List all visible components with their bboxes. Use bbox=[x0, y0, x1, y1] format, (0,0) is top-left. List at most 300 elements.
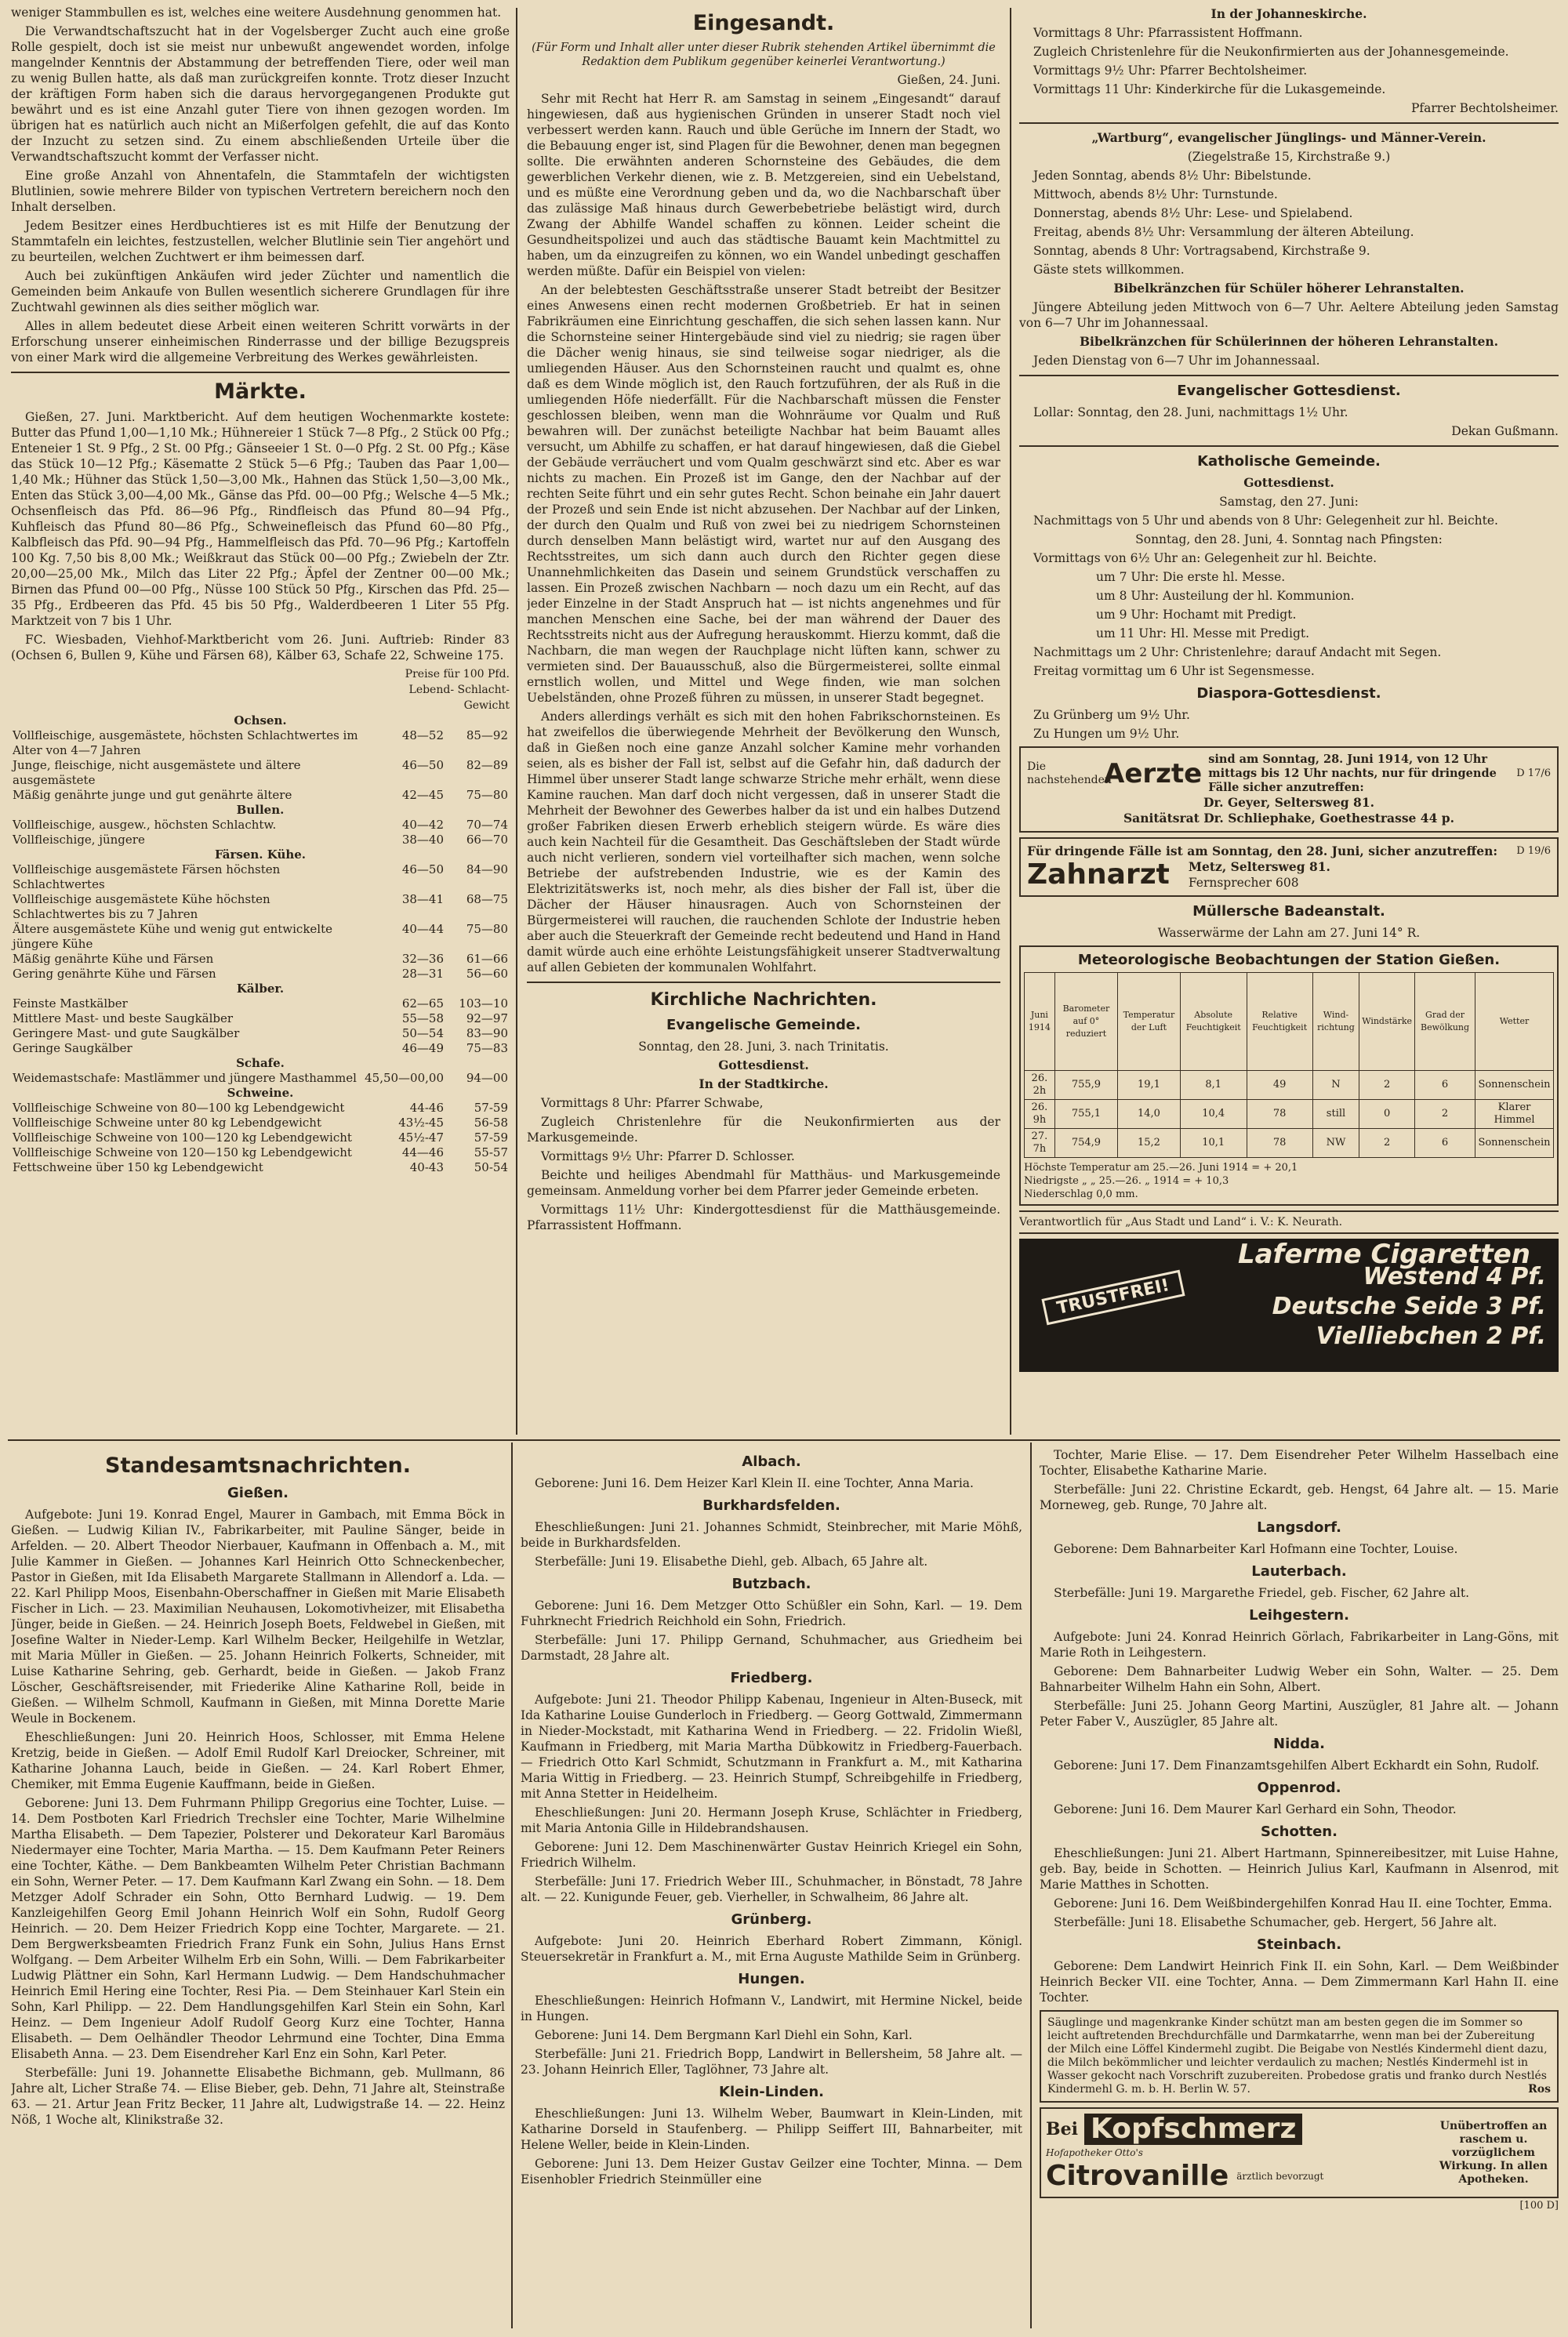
weather-cell: Sonnenschein bbox=[1475, 1129, 1553, 1158]
church-line: Vormittags 11½ Uhr: Kindergottesdienst für die Matthäusgemeinde. Pfarrassistent Hoffmann. bbox=[527, 1203, 1000, 1232]
article-paragraph: An der belebtesten Geschäftsstraße unserer Stadt betreibt der Besitzer eines Anwesens einen recht modernen Großbetrieb. Er hat in seinen Fabrikräumen eine Einrichtung geschaffen, die sich sehen lassen kann. Nur die Schornsteine seiner Hintergebäude sind viel zu niedrig; sie ragen über die Dächer wenig hinaus, sie sind teilweise sogar niedriger, als die umliegenden Häuser. Aus den Schornsteinen raucht und qualmt es, ohne daß es dem Winde möglich ist, den Rauch fortzuführen, der als Ruß in die umliegenden Höfe niederfällt. Für die Nachbarschaft müssen die Fenster geschlossen bleiben, wenn man die Wohnräume vor Qualm und Ruß bewahren will. Der zunächst beteiligte Nachbar hat beim Bauamt alles versucht, um Abhilfe zu schaffen, er hat darauf hingewiesen, daß die Giebel der Gebäude verräuchert und vom Qualm geschwärzt sind etc. Aber es war nichts zu machen. Ein Prozeß ist im Gange, den der Nachbar auf der rechten Seite führt und ein sehr gutes Recht. Schon beinahe ein Jahr dauert der Prozeß und sein Ende ist nicht abzusehen. Der Nachbar auf der Linken, der durch den Qualm und Ruß von zwei bei zu niedrigem Schornsteinen durch denselben Mann belästigt wird, wartet nur auf den Ausgang des Rechtsstreites, um sich dann auch durch den Richter gegen diese Unannehmlichkeiten das Dasein und seinem Grundstück verschaffen zu lassen. Ein Prozeß zwischen Nachbarn — noch dazu um ein Recht, auf das jeder Einzelne in der Stadt Anspruch hat — ist nichts angenehmes und für manchen Menschen eine Sache, bei der man während der Dauer des Rechtsstreits nicht aus der Aufregung herauskommt. Hierzu kommt, daß die Nachbarn, die man wegen der Rauchplage nicht lüften kann, schwer zu vermieten sind. Der Bauausschuß, also die Bürgermeisterei, sollte einmal ernstlich wollen, und Mittel und Wege finden, wie man solchen Uebelständen, ohne Prozeß führen zu müssen, in unserer Stadt begegnet. bbox=[527, 283, 1000, 705]
weather-max: Höchste Temperatur am 25.—26. Juni 1914 = + 20,1 bbox=[1024, 1162, 1298, 1174]
church-line: Vormittags 8 Uhr: Pfarrassistent Hoffmann. bbox=[1033, 26, 1303, 40]
registry-paragraph: Aufgebote: Juni 21. Theodor Philipp Kabenau, Ingenieur in Alten-Buseck, mit Ida Katharine Louise Gunderloch in Friedberg. — Georg Gottwald, Zimmermann in Nieder-Mockstadt, mit Katharina Wend in Friedberg. — 22. Fridolin Wießl, Kaufmann in Friedberg, mit Maria Martha Dübkowitz in Friedberg-Fauerbach. — Friedrich Otto Karl Schmidt, Schutzmann in Frankfurt a. M., mit Katharina Maria Wittig in Friedberg. — 23. Heinrich Stumpf, Schreibgehilfe in Friedberg, mit Anna Stetter in Heidelheim. bbox=[521, 1693, 1022, 1801]
aerzte-text: sind am Sonntag, 28. Juni 1914, von 12 Uhr mittags bis 12 Uhr nachts, nur für dringende Fälle sicher anzutreffen: bbox=[1208, 753, 1497, 794]
catholic-line: um 11 Uhr: Hl. Messe mit Predigt. bbox=[1096, 626, 1310, 640]
price-live-weight: 32—36 bbox=[401, 952, 444, 966]
weather-cell: 14,0 bbox=[1118, 1100, 1181, 1129]
article-paragraph: Auch bei zukünftigen Ankäufen wird jeder Züchter und namentlich die Gemeinden beim Ankaufe von Bullen wesentlich sicherere Grundlagen für ihre Zuchtwahl gewinnen als dies seither möglich war. bbox=[11, 269, 510, 314]
registry-paragraph: Sterbefälle: Juni 17. Friedrich Weber III., Schuhmacher, in Bönstadt, 78 Jahre alt. — 22. Kunigunde Feuer, geb. Vierheller, in Schwalheim, 86 Jahre alt. bbox=[521, 1874, 1022, 1904]
market-report: Gießen, 27. Juni. Marktbericht. Auf dem heutigen Wochenmarkte kostete: Butter das Pfund 1,00—1,10 Mk.; Hühnereier 1 Stück 7—8 Pfg., 2 Stück 00 Pfg.; Enteneier 1 St. 9 Pfg., 2 St. 00 Pfg.; Gänseeier 1 St. 0—0 Pfg. 2 St. 00 Pfg.; Käse das Stück 10—12 Pfg.; Käsematte 2 Stück 5—6 Pfg.; Tauben das Paar 1,00—1,40 Mk.; Hühner das Stück 1,50—3,00 Mk., Hahnen das Stück 1,50—3,00 Mk., Enten das Stück 3,00—4,00 Mk., Gänse das Pfd. 00—00 Pfg.; Welsche 4—5 Mk.; Ochsenfleisch das Pfd. 86—96 Pfg., Rindfleisch das Pfund 80—94 Pfg., Kuhfleisch das Pfund 80—86 Pfg., Schweinefleisch das Pfund 60—80 Pfg., Kalbfleisch das Pfd. 90—94 Pfg., Hammelfleisch das Pfd. 70—96 Pfg.; Kartoffeln 100 Kg. 7,50 bis 8,00 Mk.; Weißkraut das Stück 00—00 Pfg.; Zwiebeln der Ztr. 20,00—25,00 Mk., Milch das Liter 22 Pfg.; Äpfel der Zentner 00—00 Mk.; Birnen das Pfund 00—00 Pfg., Nüsse 100 Stück 50 Pfg., Kirschen das Pfd. 25—35 Pfg., Erdbeeren das Pfd. 45 bis 50 Pfg., Walderdbeeren 1 Liter 55 Pfg. Marktzeit von 7 bis 1 Uhr. bbox=[11, 410, 510, 628]
zahnarzt-code: D 19/6 bbox=[1516, 845, 1551, 857]
price-row bbox=[11, 892, 510, 922]
town-heading: Steinbach. bbox=[1256, 1936, 1342, 1953]
bibel-line: Jeden Dienstag von 6—7 Uhr im Johannessaal. bbox=[1033, 354, 1320, 368]
price-category-label: Kälber. bbox=[236, 982, 285, 996]
wartburg-line: Jeden Sonntag, abends 8½ Uhr: Bibelstunde. bbox=[1033, 169, 1312, 183]
price-slaughter-weight: 85—92 bbox=[466, 728, 508, 742]
kopf-bei: Bei bbox=[1046, 2119, 1078, 2139]
weather-cell: 78 bbox=[1247, 1129, 1312, 1158]
weather-footer bbox=[1024, 1161, 1554, 1201]
price-row bbox=[11, 1145, 510, 1160]
column-divider bbox=[516, 8, 517, 1435]
bath-heading: Müllersche Badeanstalt. bbox=[1192, 903, 1385, 920]
registry-paragraph: Geborene: Juni 16. Dem Heizer Karl Klein II. eine Tochter, Anna Maria. bbox=[535, 1476, 974, 1490]
weather-cell: 6 bbox=[1415, 1071, 1475, 1100]
weather-cell: 49 bbox=[1247, 1071, 1312, 1100]
price-label: Vollfleischige, jüngere bbox=[13, 833, 145, 847]
church-subheading: Evangelische Gemeinde. bbox=[666, 1017, 861, 1033]
weather-cell: 8,1 bbox=[1180, 1071, 1247, 1100]
price-live-weight: 45,50—00,00 bbox=[365, 1071, 444, 1085]
price-live-weight: 43½-45 bbox=[398, 1116, 444, 1130]
price-label: Gering genährte Kühe und Färsen bbox=[13, 967, 216, 981]
price-label: Vollfleischige Schweine unter 80 kg Lebendgewicht bbox=[13, 1116, 321, 1130]
price-live-weight: 42—45 bbox=[401, 788, 444, 802]
price-label: Mäßig genährte Kühe und Färsen bbox=[13, 952, 214, 966]
weather-column-header: Windstärke bbox=[1359, 973, 1415, 1071]
registry-paragraph: Eheschließungen: Juni 20. Heinrich Hoos, Schlosser, mit Emma Helene Kretzig, beide in Gießen. — Adolf Emil Rudolf Karl Dreiocker, Schreiner, mit Katharine Johanna Lauch, beide in Gießen. — 24. Karl Robert Ehmer, Chemiker, mit Emma Eugenie Kauffmann, beide in Gießen. bbox=[11, 1730, 505, 1791]
wartburg-line: Sonntag, abends 8 Uhr: Vortragsabend, Kirchstraße 9. bbox=[1033, 244, 1370, 258]
price-slaughter-weight: 50-54 bbox=[474, 1160, 508, 1174]
catholic-heading: Katholische Gemeinde. bbox=[1197, 453, 1381, 470]
price-category-label: Ochsen. bbox=[234, 713, 287, 728]
aerzte-intro: Die nachstehenden bbox=[1027, 760, 1112, 786]
registry-paragraph: Sterbefälle: Juni 17. Philipp Gernand, Schuhmacher, aus Griedheim bei Darmstadt, 28 Jahre alt. bbox=[521, 1633, 1022, 1663]
price-header-left: Preise für 100 Pfd. bbox=[405, 668, 510, 680]
registry-paragraph: Aufgebote: Juni 20. Heinrich Eberhard Robert Zimmann, Königl. Steuersekretär in Frankfurt a. M., mit Erna Auguste Mathilde Seim in Grünberg. bbox=[521, 1934, 1022, 1964]
registry-paragraph: Sterbefälle: Juni 19. Margarethe Friedel, geb. Fischer, 62 Jahre alt. bbox=[1054, 1586, 1470, 1600]
price-slaughter-weight: 75—80 bbox=[466, 788, 508, 802]
town-heading: Schotten. bbox=[1261, 1824, 1338, 1840]
town-heading: Burkhardsfelden. bbox=[702, 1497, 840, 1514]
town-heading: Oppenrod. bbox=[1257, 1780, 1341, 1796]
aerzte-title: Aerzte bbox=[1104, 758, 1203, 789]
zahnarzt-intro: Für dringende Fälle ist am Sonntag, den 28. Juni, sicher anzutreffen: bbox=[1027, 844, 1498, 858]
weather-header-row bbox=[1025, 973, 1554, 1071]
aerzte-name: Dr. Geyer, Seltersweg 81. bbox=[1203, 795, 1375, 810]
town-heading: Butzbach. bbox=[731, 1576, 811, 1592]
registry-paragraph: Sterbefälle: Juni 19. Johannette Elisabethe Bichmann, geb. Mullmann, 86 Jahre alt, Licher Straße 74. — Elise Bieber, geb. Dehn, 71 Jahre alt, Steinstraße 63. — 21. Artur Jean Fritz Becker, 11 Jahre alt, Ludwigstraße 14. — 22. Heinz Nöß, 1 Woche alt, Klinikstraße 32. bbox=[11, 2066, 505, 2127]
lollar-line: Lollar: Sonntag, den 28. Juni, nachmittags 1½ Uhr. bbox=[1033, 405, 1348, 419]
price-label: Vollfleischige, ausgemästete, höchsten Schlachtwertes im Alter von 4—7 Jahren bbox=[13, 728, 358, 757]
catholic-line: Sonntag, den 28. Juni, 4. Sonntag nach Pfingsten: bbox=[1135, 532, 1443, 546]
bibel-line: Jüngere Abteilung jeden Mittwoch von 6—7 Uhr. Aeltere Abteilung jeden Samstag von 6—7 Uhr im Johannessaal. bbox=[1019, 300, 1559, 330]
catholic-line: Freitag vormittag um 6 Uhr ist Segensmesse. bbox=[1033, 664, 1315, 678]
registry-paragraph: Aufgebote: Juni 24. Konrad Heinrich Görlach, Fabrikarbeiter in Lang-Göns, mit Marie Roth in Leihgestern. bbox=[1040, 1630, 1559, 1660]
church-line: Zugleich Christenlehre für die Neukonfirmierten aus der Markusgemeinde. bbox=[527, 1115, 1000, 1145]
price-slaughter-weight: 103—10 bbox=[459, 996, 508, 1011]
price-category bbox=[11, 847, 510, 862]
civil-registry-heading: Standesamtsnachrichten. bbox=[105, 1453, 411, 1478]
price-live-weight: 50—54 bbox=[401, 1026, 444, 1040]
markets-heading: Märkte. bbox=[214, 379, 307, 404]
registry-paragraph: Geborene: Juni 13. Dem Fuhrmann Philipp Gregorius eine Tochter, Luise. — 14. Dem Postboten Karl Friedrich Trechsler eine Tochter, Marie Wilhelmine Martha Elisabeth. — Dem Tapezier, Polsterer und Dekorateur Karl Baromäus Niedermayer eine Tochter, Maria Martha. — 15. Dem Kaufmann Peter Reiners eine Tochter, Käthe. — Dem Bankbeamten Wilhelm Peter Christian Bachmann ein Sohn, Werner Peter. — 17. Dem Kaufmann Karl Zwang ein Sohn. — 18. Dem Metzger Adolf Schrader ein Sohn, Otto Bernhard Ludwig. — 19. Dem Kanzleigehilfen Georg Emil Johann Heinrich Wolf ein Sohn, Rudolf Georg Heinrich. — 20. Dem Heizer Friedrich Kopp eine Tochter, Margarete. — 21. Dem Bergwerksbeamten Friedrich Franz Funk ein Sohn, Julius Hans Ernst Wolfgang. — Dem Arbeiter Wilhelm Erb ein Sohn, Willi. — Dem Fabrikarbeiter Ludwig Plättner ein Sohn, Karl Hermann Ludwig. — Dem Handschuhmacher Heinrich Emil Hering eine Tochter, Resi Pia. — Dem Steinhauer Karl Stein ein Sohn, Karl Philipp. — 22. Dem Handlungsgehilfen Karl Stein ein Sohn, Karl Heinz. — Dem Ingenieur Adolf Rudolf Georg Kurz eine Tochter, Hanna Elisabeth. — Dem Oelhändler Theodor Lehrmund eine Tochter, Dina Emma Elisabeth Anna. — 23. Dem Eisendreher Karl Enz ein Sohn, Karl Peter. bbox=[11, 1796, 505, 2061]
price-category bbox=[11, 713, 510, 728]
weather-box bbox=[1019, 945, 1559, 1206]
wartburg-heading: „Wartburg“, evangelischer Jünglings- und Männer-Verein. bbox=[1091, 130, 1486, 145]
civil-registry-left bbox=[11, 1447, 505, 2330]
price-slaughter-weight: 92—97 bbox=[466, 1011, 508, 1025]
weather-column-header: Temperatur der Luft bbox=[1118, 973, 1181, 1071]
diaspora-line: Zu Hungen um 9½ Uhr. bbox=[1033, 727, 1180, 741]
price-row bbox=[11, 967, 510, 982]
price-table bbox=[11, 713, 510, 1175]
price-header-right: Lebend- Schlacht- bbox=[408, 684, 510, 696]
bibel-line: Bibelkränzchen für Schülerinnen der höheren Lehranstalten. bbox=[1079, 334, 1499, 349]
weather-cell: 2 bbox=[1415, 1100, 1475, 1129]
editorial-note: (Für Form und Inhalt aller unter dieser Rubrik stehenden Artikel übernimmt die Redaktion dem Publikum gegenüber keinerlei Verantwortung.) bbox=[532, 42, 996, 68]
church-line: Vormittags 9½ Uhr: Pfarrer Bechtolsheimer. bbox=[1033, 64, 1308, 78]
town-heading: Friedberg. bbox=[730, 1670, 813, 1686]
price-slaughter-weight: 66—70 bbox=[466, 833, 508, 847]
registry-paragraph: Sterbefälle: Juni 18. Elisabethe Schumacher, geb. Hergert, 56 Jahre alt. bbox=[1054, 1915, 1497, 1929]
nestle-ad bbox=[1040, 2010, 1559, 2103]
laferme-brand: Laferme Cigaretten bbox=[1237, 1239, 1530, 1270]
livestock-report: FC. Wiesbaden, Viehhof-Marktbericht vom 26. Juni. Auftrieb: Rinder 83 (Ochsen 6, Bullen 9, Kühe und Färsen 68), Kälber 63, Schafe 22, Schweine 175. bbox=[11, 633, 510, 662]
bath-line: Wasserwärme der Lahn am 27. Juni 14° R. bbox=[1157, 926, 1421, 940]
price-category bbox=[11, 982, 510, 996]
section-divider bbox=[8, 1439, 1560, 1441]
diaspora-line: Zu Grünberg um 9½ Uhr. bbox=[1033, 708, 1190, 722]
price-slaughter-weight: 56-58 bbox=[474, 1116, 508, 1130]
weather-cell: 26. 2h bbox=[1025, 1071, 1055, 1100]
weather-cell: 15,2 bbox=[1118, 1129, 1181, 1158]
price-live-weight: 38—40 bbox=[401, 833, 444, 847]
price-row bbox=[11, 728, 510, 758]
church-news-heading: Kirchliche Nachrichten. bbox=[650, 990, 877, 1010]
divider bbox=[1019, 445, 1559, 447]
price-label: Mittlere Mast- und beste Saugkälber bbox=[13, 1011, 234, 1025]
price-row bbox=[11, 862, 510, 892]
kopf-code: [100 D] bbox=[1519, 2200, 1559, 2212]
wartburg-address: (Ziegelstraße 15, Kirchstraße 9.) bbox=[1187, 150, 1391, 164]
registry-paragraph: Sterbefälle: Juni 19. Elisabethe Diehl, geb. Albach, 65 Jahre alt. bbox=[535, 1555, 928, 1569]
price-slaughter-weight: 75—83 bbox=[466, 1041, 508, 1055]
registry-paragraph: Geborene: Juni 16. Dem Maurer Karl Gerhard ein Sohn, Theodor. bbox=[1054, 1802, 1457, 1816]
article-paragraph: weniger Stammbullen es ist, welches eine weitere Ausdehnung genommen hat. bbox=[11, 5, 502, 20]
price-live-weight: 28—31 bbox=[401, 967, 444, 981]
article-paragraph: Alles in allem bedeutet diese Arbeit einen weiteren Schritt vorwärts in der Erforschung unserer einheimischen Rinderrasse und der billige Bezugspreis von einer Mark wird die allgemeine Verbreitung des Werkes gewährleisten. bbox=[11, 319, 510, 365]
price-live-weight: 44-46 bbox=[409, 1101, 444, 1115]
catholic-line: Nachmittags um 2 Uhr: Christenlehre; darauf Andacht mit Segen. bbox=[1033, 645, 1442, 659]
responsible-line: Verantwortlich für „Aus Stadt und Land“ i. V.: K. Neurath. bbox=[1019, 1210, 1559, 1234]
weather-cell: 10,1 bbox=[1180, 1129, 1247, 1158]
registry-paragraph: Geborene: Dem Landwirt Heinrich Fink II. ein Sohn, Karl. — Dem Weißbinder Heinrich Becker VII. eine Tochter, Anna. — Dem Zimmermann Karl Hahn II. eine Tochter. bbox=[1040, 1959, 1559, 2005]
weather-cell: 755,1 bbox=[1054, 1100, 1117, 1129]
registry-paragraph: Tochter, Marie Elise. — 17. Dem Eisendreher Peter Wilhelm Hasselbach eine Tochter, Elisabethe Katharine Marie. bbox=[1040, 1448, 1559, 1478]
laferme-line: Vielliebchen 2 Pf. bbox=[1316, 1323, 1546, 1350]
weather-column-header: Barometer auf 0° reduziert bbox=[1054, 973, 1117, 1071]
weather-cell: 754,9 bbox=[1054, 1129, 1117, 1158]
registry-paragraph: Geborene: Juni 13. Dem Heizer Gustav Geilzer eine Tochter, Minna. — Dem Eisenhobler Friedrich Steinmüller eine bbox=[521, 2157, 1022, 2186]
registry-paragraph: Aufgebote: Juni 19. Konrad Engel, Maurer in Gambach, mit Emma Böck in Gießen. — Ludwig Kilian IV., Fabrikarbeiter, mit Pauline Sänger, beide in Arfelden. — 20. Albert Theodor Nierbauer, Kaufmann in Offenbach a. M., mit Julie Kammer in Gießen. — Johannes Karl Heinrich Otto Schneckenbecher, Pastor in Gießen, mit Ida Elisabeth Margarete Stallmann in Allendorf a. Lda. — 22. Karl Philipp Moos, Eisenbahn-Oberschaffner in Gießen mit Marie Elisabeth Fischer in Lich. — 23. Maximilian Neuhausen, Lokomotivheizer, mit Elisabetha Jünger, beide in Gießen. — 24. Heinrich Joseph Boets, Feldwebel in Gießen, mit Josefine Walter in Nieder-Lemp. Karl Wilhelm Becker, Heilgehilfe in Wetzlar, mit Maria Müller in Gießen. — 25. Johann Heinrich Folkerts, Schneider, mit Luise Katharine Sehring, geb. Gerhardt, beide in Gießen. — Jakob Franz Löscher, Geschäftsreisender, mit Friederike Aline Katharine Roll, beide in Gießen. — Wilhelm Schmoll, Kaufmann in Gießen, mit Minna Dorette Marie Weule in Bockenem. bbox=[11, 1508, 505, 1726]
catholic-line: Samstag, den 27. Juni: bbox=[1219, 495, 1359, 509]
church-line: Beichte und heiliges Abendmahl für Matthäus- und Markusgemeinde gemeinsam. Anmeldung vorher bei dem Pfarrer jeder Gemeinde erbeten. bbox=[527, 1168, 1000, 1198]
price-row bbox=[11, 952, 510, 967]
registry-paragraph: Sterbefälle: Juni 22. Christine Eckardt, geb. Hengst, 64 Jahre alt. — 15. Marie Morneweg, geb. Runge, 70 Jahre alt. bbox=[1040, 1482, 1559, 1512]
church-date: Sonntag, den 28. Juni, 3. nach Trinitatis. bbox=[638, 1040, 889, 1054]
price-row bbox=[11, 922, 510, 952]
church-line: Pfarrer Bechtolsheimer. bbox=[1410, 101, 1559, 115]
price-row bbox=[11, 1026, 510, 1041]
price-slaughter-weight: 70—74 bbox=[466, 818, 508, 832]
town-heading: Klein-Linden. bbox=[719, 2084, 824, 2100]
registry-paragraph: Geborene: Juni 16. Dem Weißbindergehilfen Konrad Hau II. eine Tochter, Emma. bbox=[1054, 1896, 1552, 1911]
price-live-weight: 45½-47 bbox=[398, 1130, 444, 1145]
church-line: Vormittags 9½ Uhr: Pfarrer D. Schlosser. bbox=[541, 1149, 795, 1163]
weather-cell: still bbox=[1312, 1100, 1359, 1129]
weather-cell: 10,4 bbox=[1180, 1100, 1247, 1129]
weather-rain: Niederschlag 0,0 mm. bbox=[1024, 1188, 1138, 1200]
diaspora-heading: Diaspora-Gottesdienst. bbox=[1196, 685, 1381, 702]
weather-row bbox=[1025, 1100, 1554, 1129]
catholic-line: um 7 Uhr: Die erste hl. Messe. bbox=[1096, 570, 1286, 584]
weather-cell: 2 bbox=[1359, 1129, 1415, 1158]
aerzte-code: D 17/6 bbox=[1516, 768, 1551, 779]
article-paragraph: Sehr mit Recht hat Herr R. am Samstag in seinem „Eingesandt“ darauf hingewiesen, daß aus hygienischen Gründen in unserer Stadt noch viel verbessert werden kann. Rauch und üble Gerüche im Innern der Stadt, wo die Bebauung enger ist, sind Plagen für die Bewohner, denen man begegnen sollte. Die erwähnten anderen Schornsteine des Gebäudes, die dem gewerblichen Verkehr dienen, wie z. B. Metzgereien, sind ein Uebelstand, und es müßte eine Verordnung geben und da, wo die Nachbarschaft über das zulässige Maß hinaus durch Gewerbebetriebe belästigt wird, durch Zwang der Abhilfe Wandel schaffen zu können. Leider scheint die Gesundheitspolizei und auch das städtische Bauamt kein Machtmittel zu haben, um da einzugreifen zu können, wo ein Wandel unbedingt geschaffen werden müßte. Dafür ein Beispiel von vielen: bbox=[527, 92, 1000, 278]
weather-row bbox=[1025, 1071, 1554, 1100]
weather-column-header: Wetter bbox=[1475, 973, 1553, 1071]
kopf-maker: Hofapotheker Otto's bbox=[1046, 2147, 1143, 2158]
weather-cell: 26. 9h bbox=[1025, 1100, 1055, 1129]
wartburg-line: Donnerstag, abends 8½ Uhr: Lese- und Spielabend. bbox=[1033, 206, 1353, 220]
weather-cell: Sonnenschein bbox=[1475, 1071, 1553, 1100]
price-header bbox=[11, 666, 510, 713]
article-paragraph: Anders allerdings verhält es sich mit den hohen Fabrikschornsteinen. Es hat zweifellos die überwiegende Mehrheit der Bevölkerung den Wunsch, daß in Gießen noch eine ganze Anzahl solcher Kamine mehr vorhanden seien, als es bisher der Fall ist, selbst auf die Gefahr hin, daß dadurch der Himmel über unserer Stadt lange schwarze Striche mehr erhält, wenn diese Kamine rauchen. Man darf doch nicht vergessen, daß in unserer Stadt die Mehrheit der Bewohner des Gewerbes halber da ist und ein halbes Dutzend großer Fabriken diesen Erwerb erheblich steigern würde. Es wäre dies auch kein Nachteil für die Gesamtheit. Das Geschäftsleben der Stadt würde auch nicht verlieren, sondern viel vorteilhafter sich machen, wenn solche Betriebe der aufstrebenden Industrie, wie es der Kamin des Elektrizitätswerks ist, noch mehr, als dies bisher der Fall ist, über die Dächer der Häuser hinausragen. Auch von Schornsteinen der Bürgermeisterei will rauchen, die rauchenden Schlote der Industrie heben aber auch die Steuerkraft der Gemeinde recht bedeutend und Hand in Hand damit würde auch eine erhöhte Leistungsfähigkeit unserer Stadtverwaltung auf allen Gebieten der kommunalen Wohlfahrt. bbox=[527, 709, 1000, 974]
price-live-weight: 62—65 bbox=[401, 996, 444, 1011]
laferme-stamp: TRUSTFREI! bbox=[1041, 1270, 1185, 1326]
weather-cell: 2 bbox=[1359, 1071, 1415, 1100]
nestle-code: Ros bbox=[1528, 2083, 1551, 2096]
registry-paragraph: Eheschließungen: Juni 21. Albert Hartmann, Spinnereibesitzer, mit Luise Hahne, geb. Bay, beide in Schotten. — Heinrich Julius Karl, Kaufmann in Alsenrod, mit Marie Matthes in Schotten. bbox=[1040, 1846, 1559, 1892]
catholic-line: Nachmittags von 5 Uhr und abends von 8 Uhr: Gelegenheit zur hl. Beichte. bbox=[1033, 513, 1498, 528]
town-heading: Gießen. bbox=[227, 1485, 289, 1501]
price-row bbox=[11, 1011, 510, 1026]
article-paragraph: Jedem Besitzer eines Herdbuchtieres ist es mit Hilfe der Benutzung der Stammtafeln ein leichtes, festzustellen, welcher Blutlinie sein Tier angehört und zu beurteilen, welchen Zuchtwert er ihm beimessen darf. bbox=[11, 219, 510, 264]
kopf-approved: ärztlich bevorzugt bbox=[1236, 2171, 1324, 2182]
column-right bbox=[1019, 5, 1559, 1436]
price-label: Vollfleischige Schweine von 100—120 kg Lebendgewicht bbox=[13, 1130, 352, 1145]
kopf-right: Unübertroffen an raschem u. vorzüglichem Wirkung. In allen Apotheken. bbox=[1439, 2119, 1548, 2186]
registry-paragraph: Geborene: Juni 17. Dem Finanzamtsgehilfen Albert Eckhardt ein Sohn, Rudolf. bbox=[1054, 1758, 1540, 1773]
kopf-brand: Citrovanille bbox=[1046, 2160, 1229, 2192]
laferme-ad bbox=[1019, 1239, 1559, 1372]
price-slaughter-weight: 56—60 bbox=[466, 967, 508, 981]
registry-paragraph: Geborene: Dem Bahnarbeiter Karl Hofmann eine Tochter, Louise. bbox=[1054, 1542, 1458, 1556]
price-category bbox=[11, 803, 510, 818]
weather-cell: 27. 7h bbox=[1025, 1129, 1055, 1158]
catholic-line: um 8 Uhr: Austeilung der hl. Kommunion. bbox=[1096, 589, 1355, 603]
church-line: Zugleich Christenlehre für die Neukonfirmierten aus der Johannesgemeinde. bbox=[1033, 45, 1509, 59]
price-live-weight: 44—46 bbox=[401, 1145, 444, 1159]
price-row bbox=[11, 818, 510, 833]
price-slaughter-weight: 84—90 bbox=[466, 862, 508, 876]
price-category-label: Färsen. Kühe. bbox=[214, 847, 307, 862]
price-live-weight: 55—58 bbox=[401, 1011, 444, 1025]
price-live-weight: 40—44 bbox=[401, 922, 444, 936]
lollar-sign: Dekan Gußmann. bbox=[1451, 424, 1559, 438]
weather-cell: 0 bbox=[1359, 1100, 1415, 1129]
weather-column-header: Juni 1914 bbox=[1025, 973, 1055, 1071]
weather-min: Niedrigste „ „ 25.—26. „ 1914 = + 10,3 bbox=[1024, 1175, 1229, 1187]
town-heading: Grünberg. bbox=[731, 1911, 812, 1928]
price-slaughter-weight: 75—80 bbox=[466, 922, 508, 936]
weather-cell: 78 bbox=[1247, 1100, 1312, 1129]
town-heading: Nidda. bbox=[1273, 1736, 1325, 1752]
price-label: Feinste Mastkälber bbox=[13, 996, 128, 1011]
price-slaughter-weight: 94—00 bbox=[466, 1071, 508, 1085]
town-heading: Leihgestern. bbox=[1249, 1607, 1349, 1624]
weather-column-header: Wind-richtung bbox=[1312, 973, 1359, 1071]
church-line: Vormittags 11 Uhr: Kinderkirche für die Lukasgemeinde. bbox=[1033, 82, 1386, 96]
catholic-line: Vormittags von 6½ Uhr an: Gelegenheit zur hl. Beichte. bbox=[1033, 551, 1377, 565]
aerzte-name: Sanitätsrat Dr. Schliephake, Goethestrasse 44 p. bbox=[1123, 811, 1455, 826]
price-label: Vollfleischige ausgemästete Färsen höchsten Schlachtwertes bbox=[13, 862, 281, 891]
citrovanille-ad bbox=[1040, 2107, 1559, 2198]
price-row bbox=[11, 1041, 510, 1056]
town-heading: Albach. bbox=[742, 1453, 801, 1470]
weather-column-header: Relative Feuchtigkeit bbox=[1247, 973, 1312, 1071]
zahnarzt-notice bbox=[1019, 837, 1559, 897]
column-middle bbox=[527, 5, 1000, 1436]
price-live-weight: 40-43 bbox=[409, 1160, 444, 1174]
price-live-weight: 40—42 bbox=[401, 818, 444, 832]
price-label: Junge, fleischige, nicht ausgemästete und ältere ausgemästete bbox=[13, 758, 301, 787]
registry-paragraph: Eheschließungen: Juni 20. Hermann Joseph Kruse, Schlächter in Friedberg, mit Maria Antonia Gille in Hildebrandshausen. bbox=[521, 1805, 1022, 1835]
divider bbox=[527, 982, 1000, 983]
price-slaughter-weight: 82—89 bbox=[466, 758, 508, 772]
price-row bbox=[11, 1116, 510, 1130]
catholic-line: um 9 Uhr: Hochamt mit Predigt. bbox=[1096, 608, 1297, 622]
weather-cell: 6 bbox=[1415, 1129, 1475, 1158]
civil-registry-middle bbox=[521, 1447, 1022, 2330]
weather-column-header: Grad der Bewölkung bbox=[1415, 973, 1475, 1071]
kopf-title: Kopfschmerz bbox=[1084, 2114, 1302, 2145]
price-slaughter-weight: 61—66 bbox=[466, 952, 508, 966]
price-label: Geringere Mast- und gute Saugkälber bbox=[13, 1026, 240, 1040]
price-slaughter-weight: 83—90 bbox=[466, 1026, 508, 1040]
price-row bbox=[11, 1101, 510, 1116]
price-label: Mäßig genährte junge und gut genährte ältere bbox=[13, 788, 292, 802]
price-label: Fettschweine über 150 kg Lebendgewicht bbox=[13, 1160, 263, 1174]
price-row bbox=[11, 1071, 510, 1086]
price-row bbox=[11, 758, 510, 788]
price-label: Vollfleischige Schweine von 120—150 kg Lebendgewicht bbox=[13, 1145, 352, 1159]
price-label: Vollfleischige Schweine von 80—100 kg Lebendgewicht bbox=[13, 1101, 345, 1115]
price-label: Vollfleischige ausgemästete Kühe höchsten Schlachtwertes bis zu 7 Jahren bbox=[13, 892, 270, 921]
price-category bbox=[11, 1086, 510, 1101]
price-category-label: Schweine. bbox=[227, 1086, 294, 1100]
price-label: Vollfleischige, ausgew., höchsten Schlachtw. bbox=[13, 818, 277, 832]
town-heading: Lauterbach. bbox=[1251, 1563, 1347, 1580]
catholic-service: Gottesdienst. bbox=[1243, 475, 1334, 490]
weather-row bbox=[1025, 1129, 1554, 1158]
wartburg-line: Gäste stets willkommen. bbox=[1033, 263, 1185, 277]
registry-paragraph: Eheschließungen: Heinrich Hofmann V., Landwirt, mit Hermine Nickel, beide in Hungen. bbox=[521, 1994, 1022, 2023]
price-live-weight: 46—50 bbox=[401, 758, 444, 772]
registry-paragraph: Eheschließungen: Juni 21. Johannes Schmidt, Steinbrecher, mit Marie Möhß, beide in Burkhardsfelden. bbox=[521, 1520, 1022, 1550]
column-divider bbox=[1030, 1442, 1032, 2328]
divider bbox=[1019, 122, 1559, 124]
price-live-weight: 46—50 bbox=[401, 862, 444, 876]
eingesandt-heading: Eingesandt. bbox=[692, 11, 835, 35]
divider bbox=[11, 372, 510, 373]
church-service: Gottesdienst. bbox=[718, 1058, 809, 1072]
laferme-line: Westend 4 Pf. bbox=[1363, 1263, 1546, 1290]
column-divider bbox=[511, 1442, 513, 2328]
church-location: In der Stadtkirche. bbox=[699, 1076, 829, 1091]
price-category-label: Bullen. bbox=[236, 803, 285, 817]
price-live-weight: 46—49 bbox=[401, 1041, 444, 1055]
weather-cell: 19,1 bbox=[1118, 1071, 1181, 1100]
price-slaughter-weight: 55-57 bbox=[474, 1145, 508, 1159]
aerzte-notice bbox=[1019, 746, 1559, 833]
lollar-heading: Evangelischer Gottesdienst. bbox=[1177, 383, 1401, 399]
registry-paragraph: Geborene: Dem Bahnarbeiter Ludwig Weber ein Sohn, Walter. — 25. Dem Bahnarbeiter Wilhelm Hahn ein Sohn, Albert. bbox=[1040, 1664, 1559, 1694]
dateline: Gießen, 24. Juni. bbox=[897, 73, 1000, 87]
article-paragraph: Die Verwandtschaftszucht hat in der Vogelsberger Zucht auch eine große Rolle gespielt, doch ist sie meist nur unbewußt angewendet worden, infolge mangelnder Kenntnis der Abstammung der betreffenden Tiere, oder weil man zu wenig Bullen hatte, als daß man zurückgreifen konnte. Trotz dieser Inzucht der kräftigen Form haben sich die daraus hervorgegangenen Produkte gut bewährt und es ist eine Anzahl guter Tiere von ihnen gezogen worden. Im übrigen hat es natürlich auch nicht an Mißerfolgen gefehlt, die auf das Konto der Inzucht zu setzen sind. Zu einem abschließenden Urteile über die Verwandtschaftszucht kommt der Verfasser nicht. bbox=[11, 24, 510, 164]
weather-heading: Meteorologische Beobachtungen der Station Gießen. bbox=[1077, 952, 1501, 968]
weather-cell: Klarer Himmel bbox=[1475, 1100, 1553, 1129]
registry-paragraph: Geborene: Juni 16. Dem Metzger Otto Schüßler ein Sohn, Karl. — 19. Dem Fuhrknecht Friedrich Reichhold ein Sohn, Friedrich. bbox=[521, 1599, 1022, 1628]
johannes-heading: In der Johanneskirche. bbox=[1210, 6, 1367, 21]
church-line: Vormittags 8 Uhr: Pfarrer Schwabe, bbox=[541, 1096, 764, 1110]
registry-paragraph: Geborene: Juni 14. Dem Bergmann Karl Diehl ein Sohn, Karl. bbox=[535, 2028, 913, 2042]
nestle-text: Säuglinge und magenkranke Kinder schützt man am besten gegen die im Sommer so leicht auftretenden Brechdurchfälle und Darmkatarrhe, wenn man bei der Zubereitung der Milch eine Löffel Kindermehl zugibt. Die Beigabe von Nestlés Kindermehl dient dazu, die Milch bekömmlicher und leichter verdaulich zu machen; Nestlés Kindermehl ist in Wasser gekocht nach Vorschrift zuzubereiten. Probedose gratis und franko durch Nestlés Kindermehl G. m. b. H. Berlin W. 57. bbox=[1047, 2016, 1548, 2096]
price-category bbox=[11, 1056, 510, 1071]
registry-paragraph: Sterbefälle: Juni 25. Johann Georg Martini, Auszügler, 81 Jahre alt. — Johann Peter Faber V., Auszügler, 85 Jahre alt. bbox=[1040, 1699, 1559, 1729]
weather-cell: N bbox=[1312, 1071, 1359, 1100]
price-row bbox=[11, 1160, 510, 1175]
weather-column-header: Absolute Feuchtigkeit bbox=[1180, 973, 1247, 1071]
divider bbox=[1019, 375, 1559, 376]
article-paragraph: Eine große Anzahl von Ahnentafeln, die Stammtafeln der wichtigsten Blutlinien, sowie mehrere Bilder von typischen Vertretern bereichern noch den Inhalt derselben. bbox=[11, 169, 510, 214]
civil-registry-right bbox=[1040, 1447, 1559, 2330]
town-heading: Hungen. bbox=[738, 1971, 805, 1987]
price-live-weight: 48—52 bbox=[401, 728, 444, 742]
price-slaughter-weight: 68—75 bbox=[466, 892, 508, 906]
price-label: Weidemastschafe: Mastlämmer und jüngere Masthammel bbox=[13, 1071, 357, 1085]
column-left bbox=[11, 5, 510, 1436]
zahnarzt-name: Metz, Seltersweg 81. bbox=[1188, 859, 1330, 874]
price-label: Geringe Saugkälber bbox=[13, 1041, 132, 1055]
weather-cell: 755,9 bbox=[1054, 1071, 1117, 1100]
wartburg-line: Mittwoch, abends 8½ Uhr: Turnstunde. bbox=[1033, 187, 1278, 201]
registry-right-sections bbox=[1040, 1447, 1559, 2005]
price-row bbox=[11, 996, 510, 1011]
price-row bbox=[11, 1130, 510, 1145]
registry-paragraph: Geborene: Juni 12. Dem Maschinenwärter Gustav Heinrich Kriegel ein Sohn, Friedrich Wilhelm. bbox=[521, 1840, 1022, 1870]
registry-paragraph: Sterbefälle: Juni 21. Friedrich Bopp, Landwirt in Bellersheim, 58 Jahre alt. — 23. Johann Heinrich Eller, Taglöhner, 73 Jahre alt. bbox=[521, 2047, 1022, 2077]
bibel-heading: Bibelkränzchen für Schüler höherer Lehranstalten. bbox=[1113, 281, 1465, 296]
price-row bbox=[11, 833, 510, 847]
price-slaughter-weight: 57-59 bbox=[474, 1101, 508, 1115]
price-live-weight: 38—41 bbox=[401, 892, 444, 906]
zahnarzt-title: Zahnarzt bbox=[1027, 858, 1170, 891]
price-row bbox=[11, 788, 510, 803]
town-heading: Langsdorf. bbox=[1257, 1519, 1341, 1536]
weather-cell: NW bbox=[1312, 1129, 1359, 1158]
weather-table bbox=[1024, 972, 1554, 1158]
wartburg-line: Freitag, abends 8½ Uhr: Versammlung der älteren Abteilung. bbox=[1033, 225, 1414, 239]
price-slaughter-weight: 57-59 bbox=[474, 1130, 508, 1145]
price-label: Ältere ausgemästete Kühe und wenig gut entwickelte jüngere Kühe bbox=[13, 922, 332, 951]
price-header-sub: Gewicht bbox=[463, 699, 510, 712]
registry-paragraph: Eheschließungen: Juni 13. Wilhelm Weber, Baumwart in Klein-Linden, mit Katharine Dorseld in Staufenberg. — Philipp Seiffert III, Bahnarbeiter, mit Helene Weller, beide in Klein-Linden. bbox=[521, 2107, 1022, 2152]
price-category-label: Schafe. bbox=[236, 1056, 285, 1070]
